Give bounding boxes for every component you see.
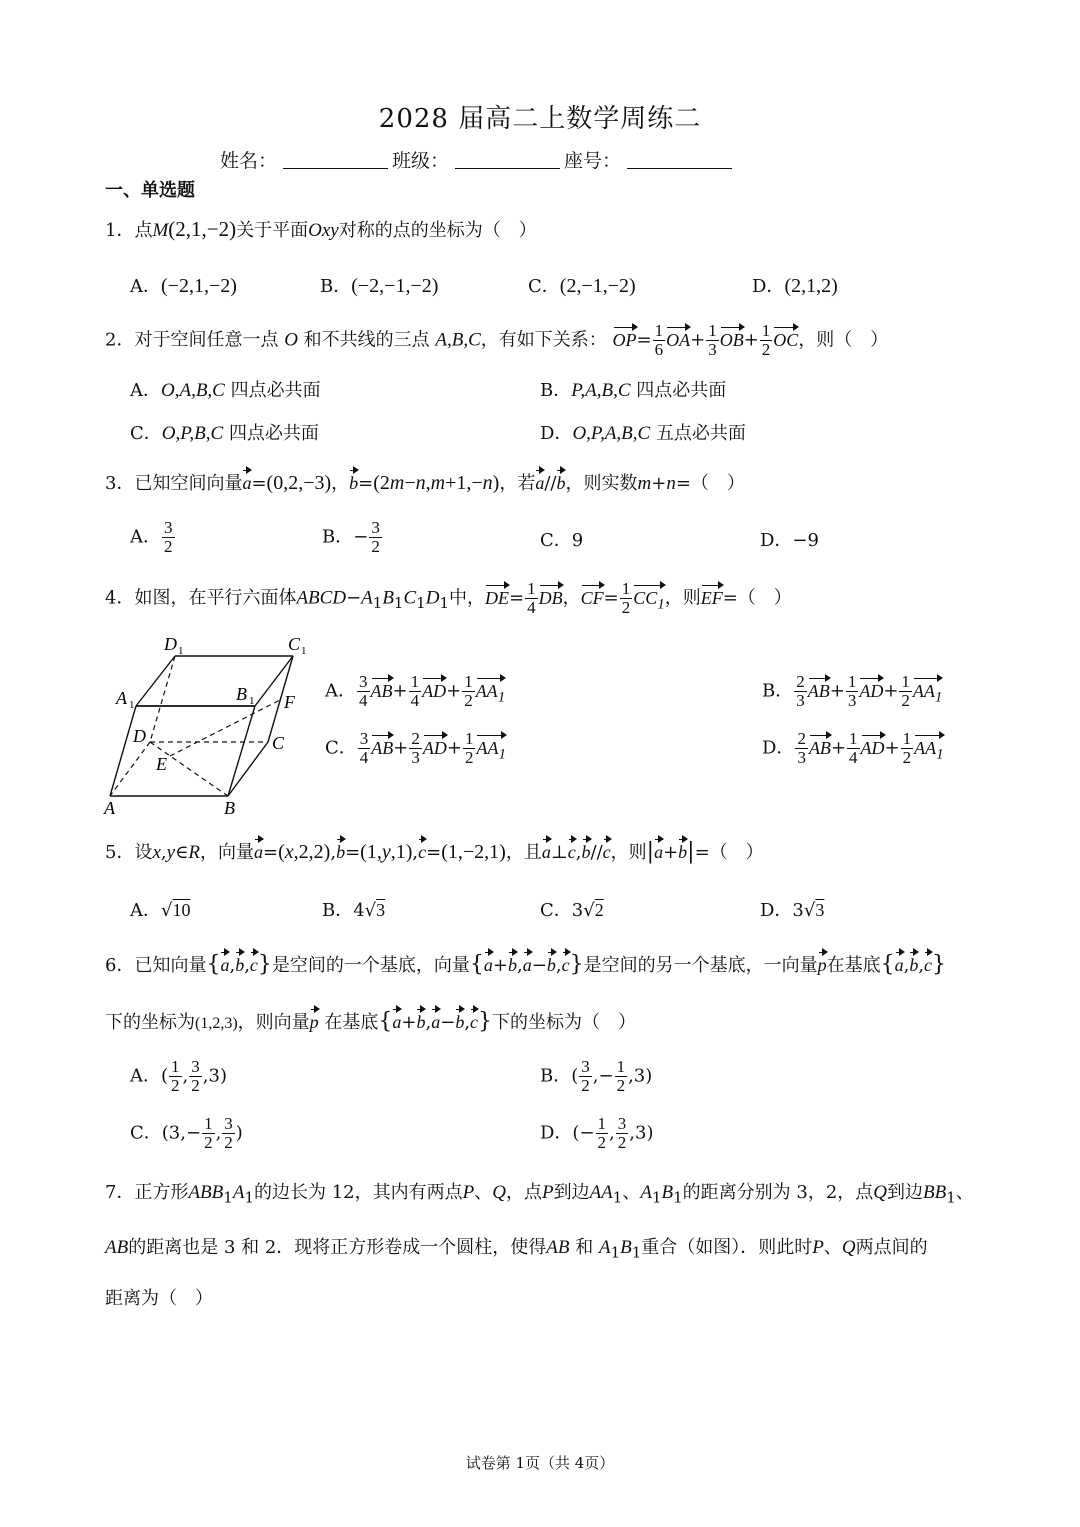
question-6-line1: 6．已知向量{a,b,c}是空间的一个基底，向量{a+b,a−b,c}是空间的另一个基底，一向量p在基底{a,b,c} xyxy=(105,952,947,977)
q1-option-c: C．(2,−1,−2) xyxy=(528,275,636,297)
q2-option-d: D．O,P,A,B,C 五点必共面 xyxy=(540,423,746,444)
question-3: 3．已知空间向量a=(0,2,−3)，b=(2m−n,m+1,−n)，若a//b，则实数m+n=（ ） xyxy=(105,472,745,494)
q4-option-d: D． $\frac{2}{3}$ AB+ $\frac{1}{4}$ AD+ $\frac{1}{2}$ $AA_1$ xyxy=(762,729,944,767)
label-C1: C xyxy=(288,634,301,654)
label-D1: D xyxy=(164,634,177,654)
class-blank xyxy=(455,150,560,169)
q3-option-a: A． $\frac{3}{2}$ xyxy=(130,518,173,556)
question-7-line2: AB的距离也是 3 和 2．现将正方形卷成一个圆柱，使得AB 和 $A_1B_1$重合（如图）．则此时P、Q两点间的 xyxy=(105,1237,928,1262)
label-C: C xyxy=(272,733,285,753)
q1-option-a: A．(−2,1,−2) xyxy=(130,275,237,297)
question-5: 5．设x,y∈R，向量a=(x,2,2),b=(1,y,1),c=(1,−2,1)，且a⊥c,b//c，则|a+b|=（ ） xyxy=(105,839,764,864)
q2-option-b: B．P,A,B,C 四点必共面 xyxy=(540,380,727,401)
q5-option-b: B．4√3 xyxy=(322,900,386,921)
label-D: D xyxy=(133,726,146,746)
q3-option-d: D．−9 xyxy=(760,530,819,551)
svg-text:1: 1 xyxy=(301,645,307,657)
svg-text:1: 1 xyxy=(129,699,135,711)
q5-option-d: D．3√3 xyxy=(760,900,825,921)
q6-option-c: C．(3,− $\frac{1}{2}$ , $\frac{3}{2}$ ) xyxy=(130,1114,243,1152)
q1-option-d: D．(2,1,2) xyxy=(752,275,838,297)
q2-option-a: A．O,A,B,C 四点必共面 xyxy=(130,380,321,401)
svg-text:1: 1 xyxy=(249,695,255,707)
q4-option-c: C． $\frac{3}{4}$ AB+ $\frac{2}{3}$ AD+ $\frac{1}{2}$ $AA_1$ xyxy=(325,729,506,767)
page-footer: 试卷第 1页（共 4页） xyxy=(465,1454,615,1472)
page-title: 2028 届高二上数学周练二 xyxy=(378,104,702,134)
question-1: 1．点M(2,1,−2)关于平面Oxy对称的点的坐标为（ ） xyxy=(105,217,537,241)
question-4: 4．如图，在平行六面体$ABCD-A_1B_1C_1D_1$中，DE= $\frac{1}{4}$ DB，CF= $\frac{1}{2}$ $CC_1$，则EF=（ ） xyxy=(105,579,792,617)
q6-option-a: A．( $\frac{1}{2}$ , $\frac{3}{2}$ ,3) xyxy=(130,1057,227,1095)
label-B1: B xyxy=(236,684,247,704)
class-label: 班级： xyxy=(392,150,450,172)
q4-option-a: A． $\frac{3}{4}$ AB+ $\frac{1}{4}$ AD+ $\frac{1}{2}$ $AA_1$ xyxy=(325,672,506,710)
label-E: E xyxy=(156,754,167,774)
q2-option-c: C．O,P,B,C 四点必共面 xyxy=(130,423,319,444)
q6-option-b: B．( $\frac{3}{2}$ ,− $\frac{1}{2}$ ,3) xyxy=(540,1057,653,1095)
q1-option-b: B．(−2,−1,−2) xyxy=(320,275,439,297)
student-info-line xyxy=(220,146,736,173)
q5-option-a: A．√10 xyxy=(130,900,191,921)
label-B: B xyxy=(224,798,235,817)
q5-option-c: C．3√2 xyxy=(540,900,604,921)
q3-option-c: C．9 xyxy=(540,530,584,551)
label-A: A xyxy=(104,798,115,817)
question-7-line1: 7．正方形$ABB_1A_1$的边长为 12，其内有两点P、Q，点P到边$AA_1$、$A_1B_1$的距离分别为 3，2，点Q到边$BB_1$、 xyxy=(105,1182,974,1207)
q4-option-b: B． $\frac{2}{3}$ AB+ $\frac{1}{3}$ AD+ $\frac{1}{2}$ $AA_1$ xyxy=(762,672,943,710)
q3-option-b: B．− $\frac{3}{2}$ xyxy=(322,518,380,556)
question-7-line3: 距离为（ ） xyxy=(105,1288,213,1309)
name-blank xyxy=(283,150,388,169)
q6-option-d: D．(− $\frac{1}{2}$ , $\frac{3}{2}$ ,3) xyxy=(540,1114,654,1152)
question-6-line2: 下的坐标为(1,2,3)，则向量p 在基底{a+b,a−b,c}下的坐标为（ ） xyxy=(105,1009,637,1034)
seat-label: 座号： xyxy=(564,150,622,172)
svg-text:1: 1 xyxy=(178,645,184,657)
name-label: 姓名： xyxy=(220,150,278,172)
section-heading: 一、单选题 xyxy=(105,180,195,201)
parallelepiped-figure xyxy=(100,632,320,817)
label-A1: A xyxy=(116,688,127,708)
seat-blank xyxy=(627,150,732,169)
question-2: 2．对于空间任意一点 O 和不共线的三点 A,B,C，有如下关系： OP= $\frac{1}{6}$ OA+ $\frac{1}{3}$ OB+ $\frac{1}{2}$ OC，则（ ） xyxy=(105,321,889,359)
label-F: F xyxy=(284,692,295,712)
